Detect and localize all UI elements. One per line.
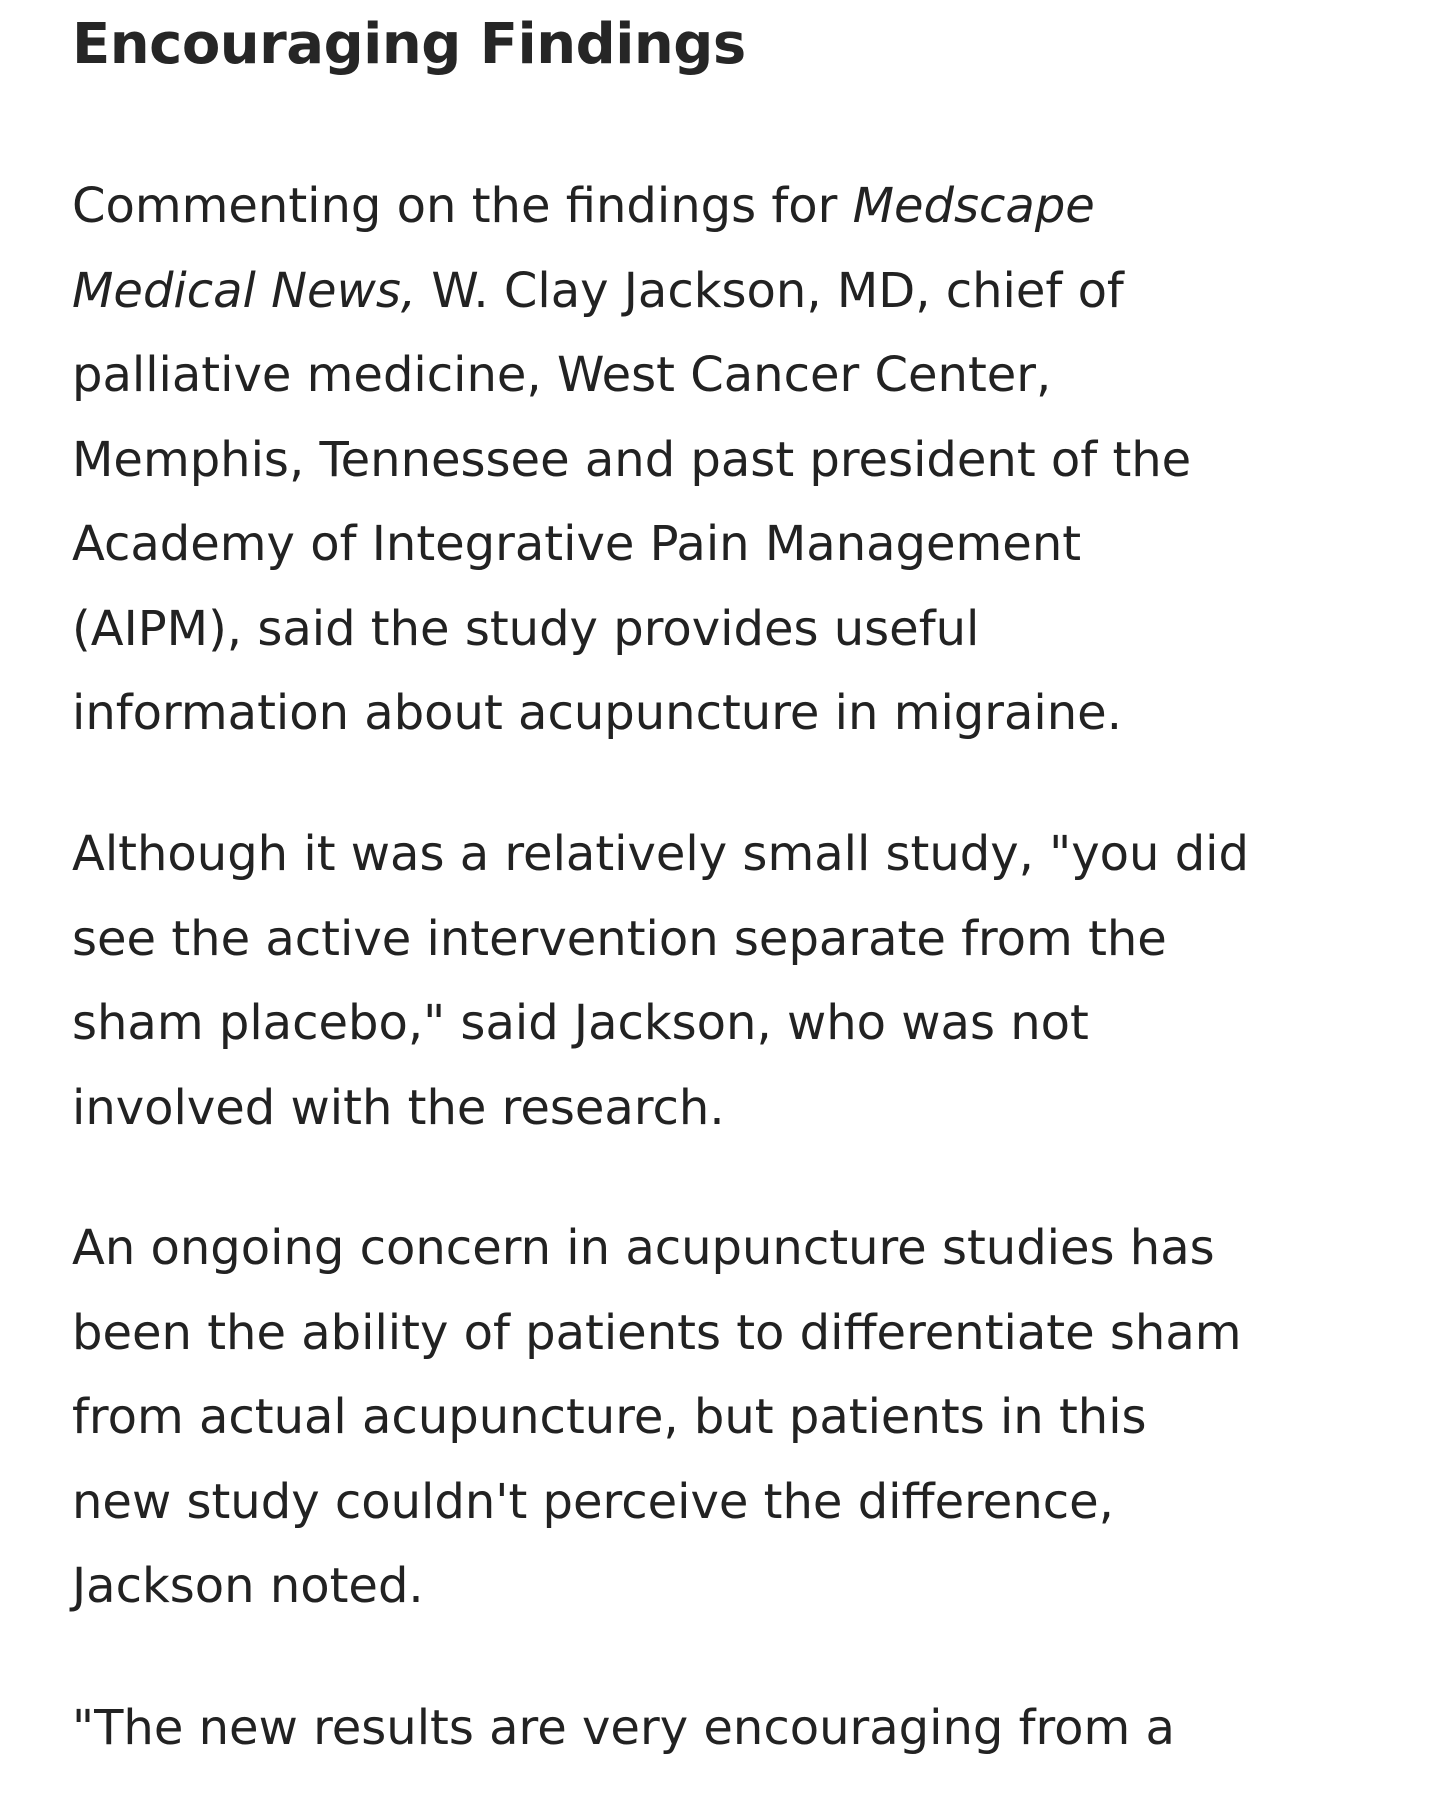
paragraph-line: Academy of Integrative Pain Management <box>72 516 1082 572</box>
paragraph-results <box>72 1686 1175 1771</box>
paragraph-concern <box>72 1206 1241 1629</box>
paragraph-line: been the ability of patients to differentiate sham <box>72 1304 1242 1361</box>
paragraph-line: sham placebo," said Jackson, who was not <box>72 995 1089 1051</box>
paragraph-line: information about acupuncture in migraine. <box>72 685 1122 741</box>
text-run: W. Clay Jackson, MD, chief of <box>416 262 1124 319</box>
paragraph-quote <box>72 812 1249 1150</box>
paragraph-line: Although it was a relatively small study, "you did <box>72 826 1249 882</box>
paragraph-line: Jackson noted. <box>72 1558 424 1614</box>
paragraph-line: new study couldn't perceive the difference, <box>72 1473 1114 1530</box>
paragraph-line: see the active intervention separate from the <box>72 910 1167 967</box>
publication-name: Medscape <box>852 178 1095 234</box>
paragraph-line: (AIPM), said the study provides useful <box>72 600 980 657</box>
text-run: Commenting on the findings for <box>72 178 853 234</box>
paragraph-line: "The new results are very encouraging from a <box>72 1700 1175 1756</box>
paragraph-line: Memphis, Tennessee and past president of the <box>72 431 1192 488</box>
publication-name: Medical News, <box>72 262 417 319</box>
paragraph-line: An ongoing concern in acupuncture studies has <box>72 1220 1215 1276</box>
paragraph-line <box>72 164 1191 249</box>
paragraph-line: involved with the research. <box>72 1079 725 1136</box>
paragraph-line: palliative medicine, West Cancer Center, <box>72 347 1052 403</box>
paragraph-commentary <box>72 164 1191 756</box>
paragraph-line <box>72 249 1191 334</box>
section-heading: Encouraging Findings <box>72 12 746 77</box>
paragraph-line: from actual acupuncture, but patients in this <box>72 1389 1147 1445</box>
